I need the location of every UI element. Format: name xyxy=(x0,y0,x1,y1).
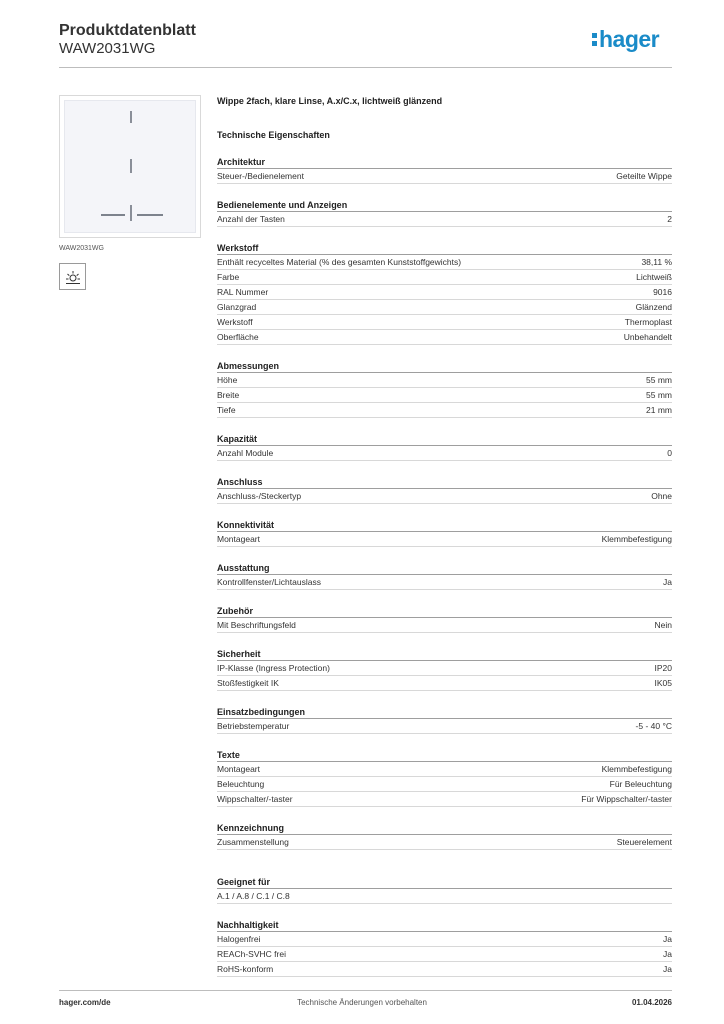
rocker-switch-illustration xyxy=(64,100,196,233)
table-row xyxy=(217,285,672,300)
row-label: Farbe xyxy=(217,272,240,282)
section-title: Werkstoff xyxy=(217,242,672,255)
row-value: Ja xyxy=(663,964,672,974)
technical-properties-title: Technische Eigenschaften xyxy=(217,130,330,140)
section-9 xyxy=(217,648,672,691)
footer-divider xyxy=(59,990,672,991)
logo-text: hager xyxy=(599,26,660,52)
technical-data xyxy=(217,96,672,992)
row-label: Glanzgrad xyxy=(217,302,257,312)
header-divider xyxy=(59,67,672,68)
footer-notice: Technische Änderungen vorbehalten xyxy=(297,998,427,1007)
table-row xyxy=(217,962,672,977)
table-row xyxy=(217,889,672,904)
table-row xyxy=(217,618,672,633)
row-label: Tiefe xyxy=(217,405,236,415)
section-title: Bedienelemente und Anzeigen xyxy=(217,199,672,212)
row-value: 9016 xyxy=(653,287,672,297)
table-row xyxy=(217,330,672,345)
section-title: Nachhaltigkeit xyxy=(217,919,672,932)
table-row xyxy=(217,762,672,777)
row-label: Anzahl Module xyxy=(217,448,274,458)
row-label: Enthält recyceltes Material (% des gesamten Kunststoffgewichts) xyxy=(217,257,462,267)
row-label: Montageart xyxy=(217,764,260,774)
section-11 xyxy=(217,749,672,807)
table-row xyxy=(217,212,672,227)
row-value: 2 xyxy=(667,214,672,224)
footer-website[interactable]: hager.com/de xyxy=(59,998,111,1007)
section-4 xyxy=(217,433,672,461)
section-0 xyxy=(217,156,672,184)
section-2 xyxy=(217,242,672,345)
row-label: Oberfläche xyxy=(217,332,259,342)
row-value: Ja xyxy=(663,934,672,944)
row-label: Zusammenstellung xyxy=(217,837,289,847)
table-row xyxy=(217,315,672,330)
section-title: Geeignet für xyxy=(217,876,672,889)
row-label: Mit Beschriftungsfeld xyxy=(217,620,296,630)
row-value: Glänzend xyxy=(635,302,672,312)
row-label: Montageart xyxy=(217,534,260,544)
row-label: Steuer-/Bedienelement xyxy=(217,171,304,181)
table-row xyxy=(217,446,672,461)
row-value: 55 mm xyxy=(646,390,672,400)
table-row xyxy=(217,947,672,962)
row-label: Anzahl der Tasten xyxy=(217,214,285,224)
section-title: Kennzeichnung xyxy=(217,822,672,835)
section-5 xyxy=(217,476,672,504)
row-label: Halogenfrei xyxy=(217,934,261,944)
row-value: Lichtweiß xyxy=(636,272,672,282)
image-caption: WAW2031WG xyxy=(59,245,104,252)
row-label: IP-Klasse (Ingress Protection) xyxy=(217,663,330,673)
table-row xyxy=(217,932,672,947)
row-label: Anschluss-/Steckertyp xyxy=(217,491,302,501)
section-7 xyxy=(217,562,672,590)
table-row xyxy=(217,300,672,315)
table-row xyxy=(217,489,672,504)
row-label: REACh-SVHC frei xyxy=(217,949,286,959)
row-value: 38,11 % xyxy=(641,257,672,267)
table-row xyxy=(217,676,672,691)
section-6 xyxy=(217,519,672,547)
row-value: -5 - 40 °C xyxy=(635,721,672,731)
hager-logo xyxy=(592,28,659,51)
table-row xyxy=(217,719,672,734)
section-title: Sicherheit xyxy=(217,648,672,661)
row-label: RAL Nummer xyxy=(217,287,269,297)
row-label: Wippschalter/-taster xyxy=(217,794,293,804)
row-value: Ja xyxy=(663,577,672,587)
row-value: IK05 xyxy=(654,678,672,688)
product-image xyxy=(59,95,201,238)
row-value: Steuerelement xyxy=(616,837,672,847)
row-value: 0 xyxy=(667,448,672,458)
row-value: Unbehandelt xyxy=(623,332,672,342)
table-row xyxy=(217,388,672,403)
section-title: Einsatzbedingungen xyxy=(217,706,672,719)
row-label: Kontrollfenster/Lichtauslass xyxy=(217,577,321,587)
table-row xyxy=(217,835,672,850)
section-8 xyxy=(217,605,672,633)
table-row xyxy=(217,255,672,270)
sections-container xyxy=(217,156,672,977)
row-label: Höhe xyxy=(217,375,238,385)
section-title: Architektur xyxy=(217,156,672,169)
table-row xyxy=(217,169,672,184)
section-title: Anschluss xyxy=(217,476,672,489)
row-value: Für Beleuchtung xyxy=(609,779,672,789)
table-row xyxy=(217,532,672,547)
row-value: Für Wippschalter/-taster xyxy=(581,794,672,804)
table-row xyxy=(217,270,672,285)
page-title: Produktdatenblatt xyxy=(59,22,196,39)
row-value: Klemmbefestigung xyxy=(601,764,672,774)
row-value: Ja xyxy=(663,949,672,959)
section-title: Texte xyxy=(217,749,672,762)
row-value: 21 mm xyxy=(646,405,672,415)
table-row xyxy=(217,661,672,676)
section-14 xyxy=(217,919,672,977)
section-1 xyxy=(217,199,672,227)
row-value: Ohne xyxy=(651,491,672,501)
row-label: Beleuchtung xyxy=(217,779,265,789)
row-value: 55 mm xyxy=(646,375,672,385)
section-title: Ausstattung xyxy=(217,562,672,575)
table-row xyxy=(217,777,672,792)
section-title: Zubehör xyxy=(217,605,672,618)
row-value: Klemmbefestigung xyxy=(601,534,672,544)
product-title: Wippe 2fach, klare Linse, A.x/C.x, lichtweiß glänzend xyxy=(217,96,443,106)
section-13 xyxy=(217,876,672,904)
row-value: Geteilte Wippe xyxy=(616,171,672,181)
section-title: Abmessungen xyxy=(217,360,672,373)
row-value: Nein xyxy=(654,620,672,630)
row-label: Betriebstemperatur xyxy=(217,721,290,731)
table-row xyxy=(217,575,672,590)
row-label: Werkstoff xyxy=(217,317,253,327)
row-label: Breite xyxy=(217,390,240,400)
footer-date: 01.04.2026 xyxy=(631,998,672,1007)
section-12 xyxy=(217,822,672,850)
row-label: A.1 / A.8 / C.1 / C.8 xyxy=(217,891,290,901)
table-row xyxy=(217,792,672,807)
row-label: Stoßfestigkeit IK xyxy=(217,678,279,688)
row-label: RoHS-konform xyxy=(217,964,274,974)
article-number: WAW2031WG xyxy=(59,40,156,57)
row-value: IP20 xyxy=(654,663,672,673)
lamp-icon xyxy=(59,263,86,290)
section-10 xyxy=(217,706,672,734)
table-row xyxy=(217,403,672,418)
row-value: Thermoplast xyxy=(624,317,672,327)
logo-colon-icon xyxy=(592,33,597,46)
section-3 xyxy=(217,360,672,418)
section-title: Kapazität xyxy=(217,433,672,446)
section-title: Konnektivität xyxy=(217,519,672,532)
table-row xyxy=(217,373,672,388)
